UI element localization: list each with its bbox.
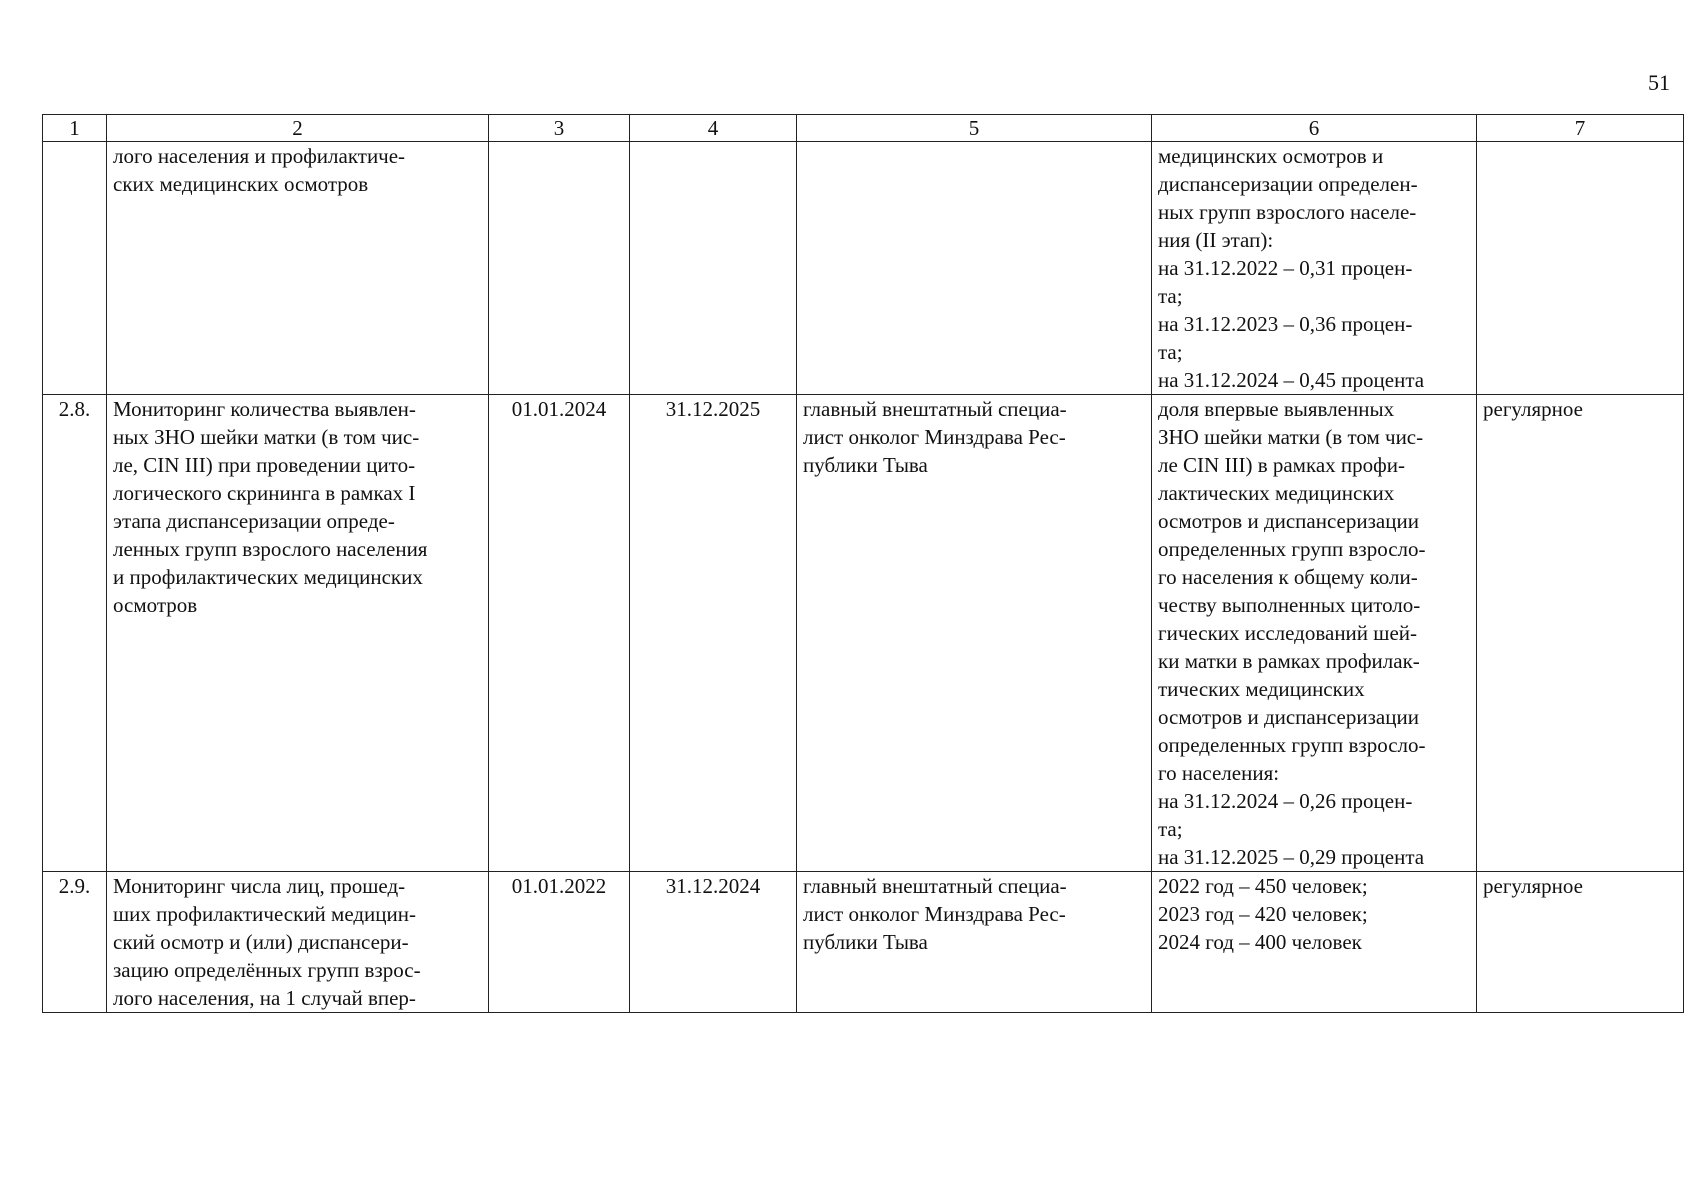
event-name: Мониторинг числа лиц, прошед- ших профилактический медицин- ский осмотр и (или) диспансери- зацию определённых групп взрос- лого населения, на 1 случай впер- xyxy=(107,872,489,1013)
start-date xyxy=(489,142,630,395)
responsible: главный внештатный специа- лист онколог Минздрава Рес- публики Тыва xyxy=(797,395,1152,872)
column-header-1: 1 xyxy=(43,115,107,142)
column-header-2: 2 xyxy=(107,115,489,142)
column-header-3: 3 xyxy=(489,115,630,142)
responsible: главный внештатный специа- лист онколог Минздрава Рес- публики Тыва xyxy=(797,872,1152,1013)
column-header-4: 4 xyxy=(630,115,797,142)
event-name: лого населения и профилактиче- ских медицинских осмотров xyxy=(107,142,489,395)
start-date: 01.01.2024 xyxy=(489,395,630,872)
table-header-row xyxy=(43,115,1684,142)
row-number: 2.8. xyxy=(43,395,107,872)
table-row xyxy=(43,395,1684,872)
column-header-5: 5 xyxy=(797,115,1152,142)
indicator: доля впервые выявленных ЗНО шейки матки (в том чис- ле CIN III) в рамках профи- лактических медицинских осмотров и диспансеризации определенных групп взросло- го населения к общему коли- честву выполненных цитоло- гических исследований шей- ки матки в рамках профилак- тических медицинских осмотров и диспансеризации определенных групп взросло- го населения: на 31.12.2024 – 0,26 процен- та; на 31.12.2025 – 0,29 процента xyxy=(1152,395,1477,872)
column-header-7: 7 xyxy=(1477,115,1684,142)
indicator: 2022 год – 450 человек; 2023 год – 420 человек; 2024 год – 400 человек xyxy=(1152,872,1477,1013)
responsible xyxy=(797,142,1152,395)
row-number: 2.9. xyxy=(43,872,107,1013)
event-name: Мониторинг количества выявлен- ных ЗНО шейки матки (в том чис- ле, CIN III) при проведении цито- логического скрининга в рамках I этапа диспансеризации опреде- ленных групп взрослого населения и профилактических медицинских осмотров xyxy=(107,395,489,872)
end-date xyxy=(630,142,797,395)
indicator: медицинских осмотров и диспансеризации определен- ных групп взрослого населе- ния (II этап): на 31.12.2022 – 0,31 процен- та; на 31.12.2023 – 0,36 процен- та; на 31.12.2024 – 0,45 процента xyxy=(1152,142,1477,395)
end-date: 31.12.2025 xyxy=(630,395,797,872)
control-character: регулярное xyxy=(1477,395,1684,872)
end-date: 31.12.2024 xyxy=(630,872,797,1013)
control-character: регулярное xyxy=(1477,872,1684,1013)
start-date: 01.01.2022 xyxy=(489,872,630,1013)
row-number xyxy=(43,142,107,395)
table-row xyxy=(43,142,1684,395)
column-header-6: 6 xyxy=(1152,115,1477,142)
control-character xyxy=(1477,142,1684,395)
table-row xyxy=(43,872,1684,1013)
document-table xyxy=(42,114,1684,1013)
page-number: 51 xyxy=(1648,70,1670,95)
